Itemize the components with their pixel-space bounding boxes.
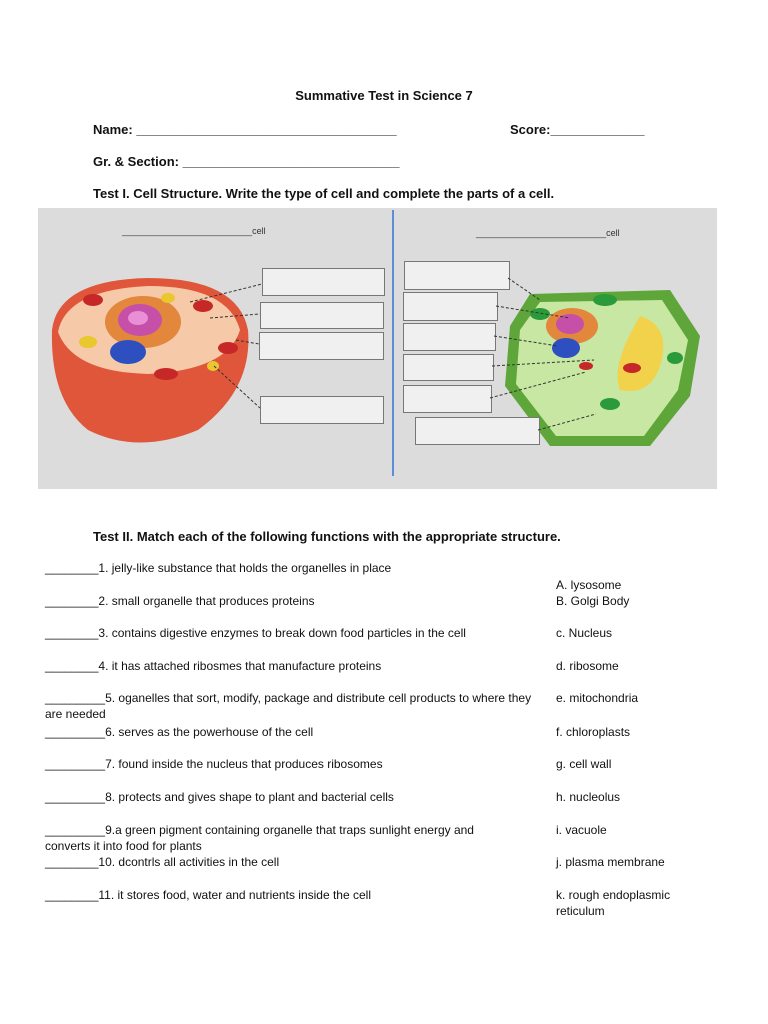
question-6[interactable]: _________6. serves as the powerhouse of the cell <box>45 725 314 739</box>
test2-instruction: Test II. Match each of the following functions with the appropriate structure. <box>93 529 561 544</box>
answer-i: i. vacuole <box>556 823 607 837</box>
question-4[interactable]: ________4. it has attached ribosmes that manufacture proteins <box>45 659 382 673</box>
question-7[interactable]: _________7. found inside the nucleus that produces ribosomes <box>45 757 383 771</box>
answer-j: j. plasma membrane <box>556 855 665 869</box>
question-1[interactable]: ________1. jelly-like substance that holds the organelles in place <box>45 561 392 575</box>
answer-b: B. Golgi Body <box>556 594 630 608</box>
answer-f: f. chloroplasts <box>556 725 631 739</box>
plant-cell-type-blank[interactable]: __________________________cell <box>476 228 620 238</box>
test1-instruction: Test I. Cell Structure. Write the type of cell and complete the parts of a cell. <box>93 186 555 201</box>
animal-cell-type-blank[interactable]: __________________________cell <box>122 226 266 236</box>
score-field[interactable]: Score:_____________ <box>510 122 645 137</box>
answer-g: g. cell wall <box>556 757 612 771</box>
question-8[interactable]: _________8. protects and gives shape to plant and bacterial cells <box>45 790 394 804</box>
question-9[interactable]: _________9.a green pigment containing organelle that traps sunlight energy and converts it into food for plants <box>45 823 474 853</box>
page-title: Summative Test in Science 7 <box>295 88 473 103</box>
question-2[interactable]: ________2. small organelle that produces proteins <box>45 594 315 608</box>
answer-h: h. nucleolus <box>556 790 621 804</box>
answer-d: d. ribosome <box>556 659 619 673</box>
answer-c: c. Nucleus <box>556 626 613 640</box>
question-10[interactable]: ________10. dcontrls all activities in the cell <box>45 855 280 869</box>
section-field[interactable]: Gr. & Section: ______________________________ <box>93 154 400 169</box>
question-3[interactable]: ________3. contains digestive enzymes to break down food particles in the cell <box>45 626 466 640</box>
question-11[interactable]: ________11. it stores food, water and nutrients inside the cell <box>45 888 371 902</box>
answer-e: e. mitochondria <box>556 691 639 705</box>
answer-a: A. lysosome <box>556 578 622 592</box>
name-field[interactable]: Name: ____________________________________ <box>93 122 397 137</box>
answer-k: k. rough endoplasmic reticulum <box>556 888 671 918</box>
question-5[interactable]: _________5. oganelles that sort, modify, package and distribute cell products to where they are needed <box>45 691 532 721</box>
